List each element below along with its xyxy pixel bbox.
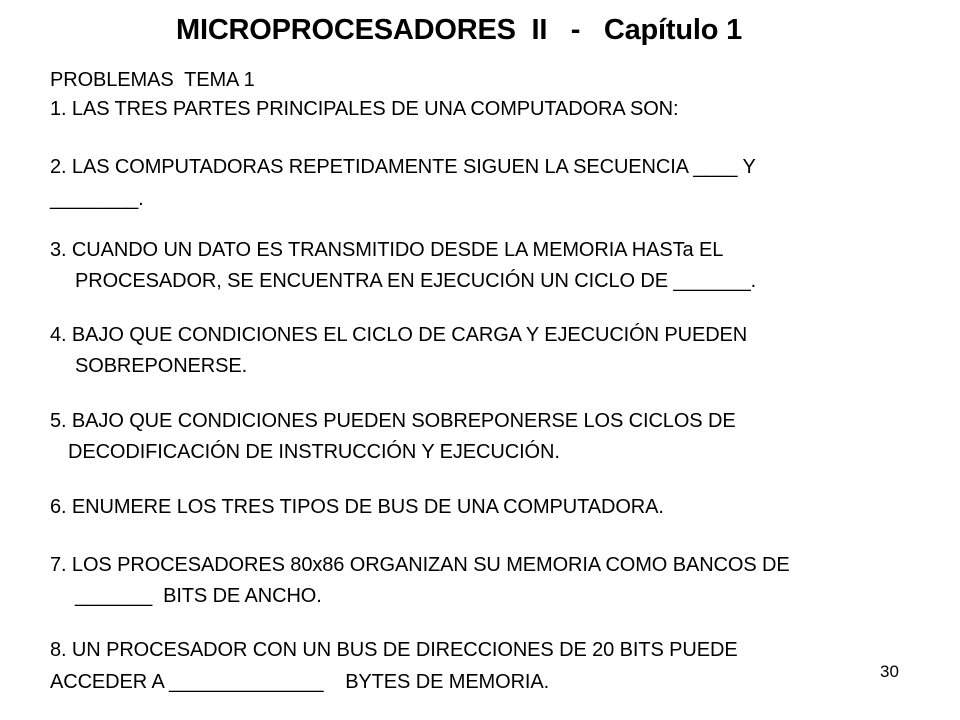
problem-8-line-1: 8. UN PROCESADOR CON UN BUS DE DIRECCIONES DE 20 BITS PUEDE — [50, 639, 738, 661]
problem-7-line-2: _______ BITS DE ANCHO. — [75, 585, 322, 607]
problem-7-line-1: 7. LOS PROCESADORES 80x86 ORGANIZAN SU MEMORIA COMO BANCOS DE — [50, 554, 790, 576]
problem-6: 6. ENUMERE LOS TRES TIPOS DE BUS DE UNA COMPUTADORA. — [50, 496, 664, 518]
problems-heading: PROBLEMAS TEMA 1 — [50, 69, 255, 91]
problem-4-line-1: 4. BAJO QUE CONDICIONES EL CICLO DE CARGA Y EJECUCIÓN PUEDEN — [50, 324, 748, 346]
slide-title: MICROPROCESADORES II - Capítulo 1 — [176, 14, 742, 46]
problem-8-line-2: ACCEDER A ______________ BYTES DE MEMORIA. — [50, 671, 550, 693]
problem-4-line-2: SOBREPONERSE. — [75, 355, 248, 377]
problem-2-line-1: 2. LAS COMPUTADORAS REPETIDAMENTE SIGUEN LA SECUENCIA ____ Y — [50, 156, 756, 178]
problem-2-line-2: ________. — [50, 188, 144, 210]
problem-3-line-1: 3. CUANDO UN DATO ES TRANSMITIDO DESDE LA MEMORIA HASTa EL — [50, 239, 724, 261]
page-number: 30 — [880, 662, 899, 681]
problem-5-line-2: DECODIFICACIÓN DE INSTRUCCIÓN Y EJECUCIÓN. — [68, 441, 560, 463]
problem-1: 1. LAS TRES PARTES PRINCIPALES DE UNA COMPUTADORA SON: — [50, 98, 679, 120]
problem-3-line-2: PROCESADOR, SE ENCUENTRA EN EJECUCIÓN UN CICLO DE _______. — [75, 270, 757, 292]
problem-5-line-1: 5. BAJO QUE CONDICIONES PUEDEN SOBREPONERSE LOS CICLOS DE — [50, 410, 736, 432]
